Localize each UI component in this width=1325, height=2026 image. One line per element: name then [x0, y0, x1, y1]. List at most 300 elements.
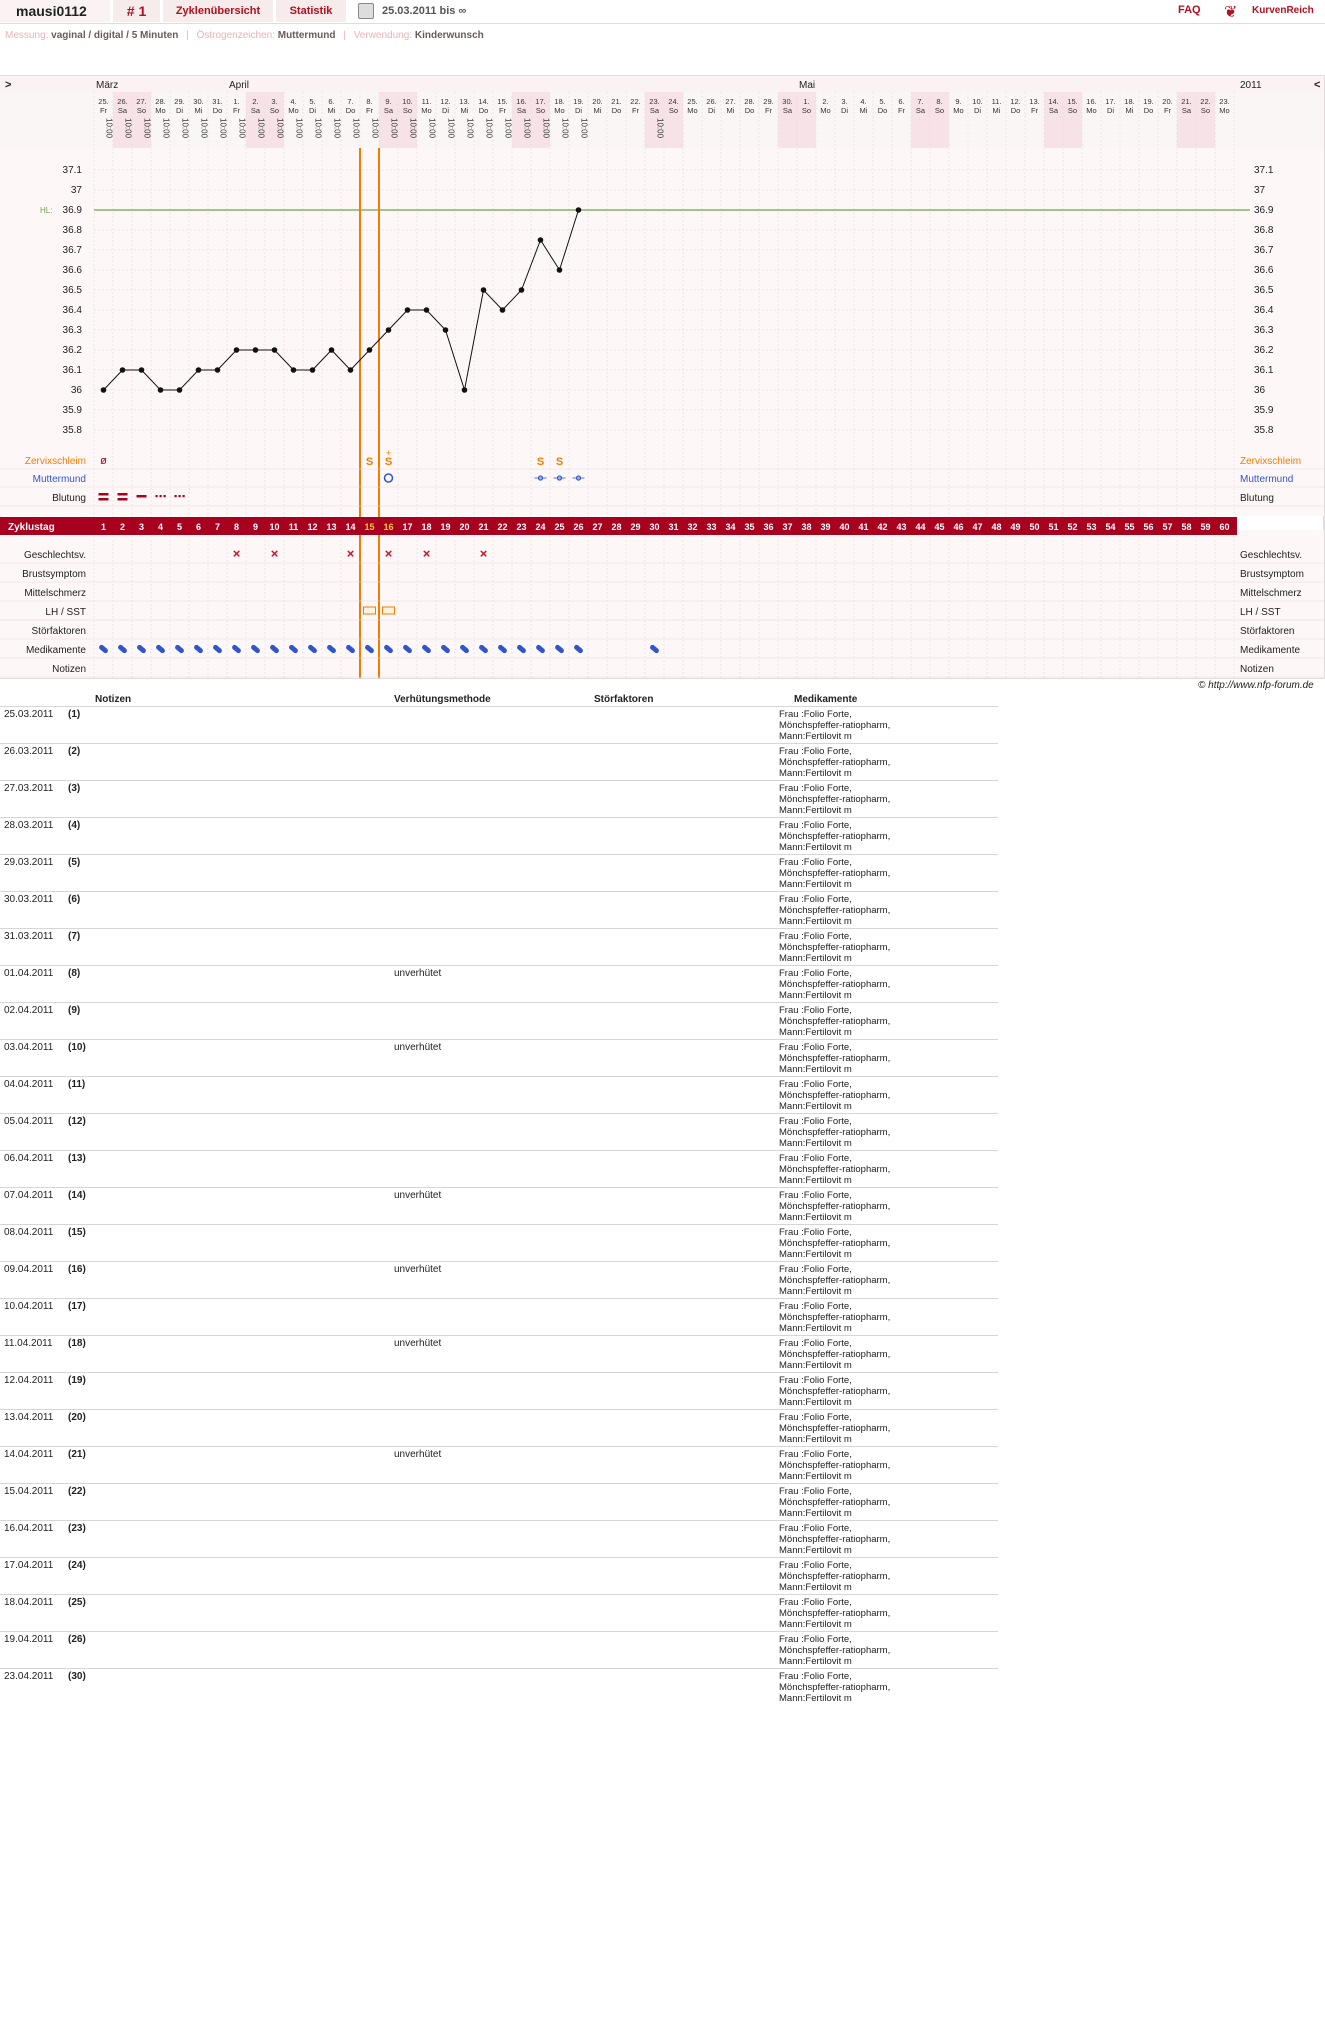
month-header-band — [0, 76, 1324, 92]
cycle-day-number: 59 — [1200, 522, 1211, 532]
note-medication-line: Mönchspfeffer-ratiopharm, — [779, 942, 891, 953]
bleeding-light-mark — [160, 495, 162, 497]
cycle-day-number: 1 — [100, 522, 107, 532]
note-medication-line: Mann:Fertilovit m — [779, 1619, 852, 1630]
table-row — [0, 1298, 998, 1335]
note-date: 30.03.2011 — [4, 894, 54, 905]
note-cycle-day: (13) — [68, 1153, 86, 1164]
date-label: 18. — [554, 97, 565, 106]
note-medication — [779, 1449, 989, 1482]
note-date: 10.04.2011 — [4, 1301, 54, 1312]
row-label-right: Blutung — [1240, 493, 1274, 504]
cycle-day-number: 2 — [119, 522, 126, 532]
note-medication-line: Mann:Fertilovit m — [779, 953, 852, 964]
table-row — [0, 1002, 998, 1039]
date-label: 10. — [972, 97, 983, 106]
weekday-label: Mi — [327, 106, 336, 115]
weekday-label: Fr — [365, 106, 374, 115]
row-label-left: Brustsymptom — [22, 569, 86, 580]
note-date: 04.04.2011 — [4, 1079, 54, 1090]
y-tick-label-right: 35.9 — [1254, 405, 1274, 416]
note-date: 25.03.2011 — [4, 709, 54, 720]
temperature-point — [101, 387, 107, 393]
note-medication-line: Frau :Folio Forte, — [779, 1560, 852, 1571]
cycle-day-number: 38 — [801, 522, 812, 532]
note-medication-line: Mönchspfeffer-ratiopharm, — [779, 1090, 891, 1101]
note-medication-line: Frau :Folio Forte, — [779, 1597, 852, 1608]
time-label: 10:00 — [313, 118, 323, 139]
note-date: 01.04.2011 — [4, 968, 54, 979]
note-cycle-day: (3) — [68, 783, 81, 794]
date-label: 19. — [573, 97, 584, 106]
date-label: 29. — [174, 97, 185, 106]
note-medication-line: Mann:Fertilovit m — [779, 1397, 852, 1408]
table-row — [0, 1520, 998, 1557]
date-label: 29. — [763, 97, 774, 106]
cycle-chart — [0, 0, 1325, 690]
note-date: 11.04.2011 — [4, 1338, 53, 1349]
note-medication — [779, 1634, 989, 1667]
note-medication-line: Mönchspfeffer-ratiopharm, — [779, 1238, 891, 1249]
temperature-point — [481, 287, 487, 293]
temperature-point — [443, 327, 449, 333]
weekday-label: Fr — [1163, 106, 1172, 115]
note-date: 08.04.2011 — [4, 1227, 54, 1238]
date-label: 27. — [725, 97, 736, 106]
table-row — [0, 1631, 998, 1668]
row-label-right: Brustsymptom — [1240, 569, 1304, 580]
cycle-day-number: 26 — [573, 522, 584, 532]
note-medication-line: Mönchspfeffer-ratiopharm, — [779, 1127, 891, 1138]
temperature-point — [177, 387, 183, 393]
row-label-left: Störfaktoren — [31, 626, 86, 637]
y-tick-label-right: 36.8 — [1254, 225, 1274, 236]
note-medication — [779, 1042, 989, 1075]
weekday-label: Mi — [1125, 106, 1134, 115]
note-date: 02.04.2011 — [4, 1005, 54, 1016]
note-date: 19.04.2011 — [4, 1634, 54, 1645]
note-method: unverhütet — [394, 968, 442, 979]
weekday-label: Sa — [1181, 106, 1192, 115]
cycle-day-number: 32 — [687, 522, 698, 532]
note-cycle-day: (20) — [68, 1412, 86, 1423]
weekday-label: Fr — [232, 106, 241, 115]
date-label: 16. — [516, 97, 527, 106]
note-medication — [779, 1264, 989, 1297]
date-label: 25. — [687, 97, 698, 106]
note-medication — [779, 1079, 989, 1112]
note-medication-line: Frau :Folio Forte, — [779, 1153, 852, 1164]
weekday-label: Do — [1143, 106, 1154, 115]
note-medication-line: Frau :Folio Forte, — [779, 1523, 852, 1534]
note-cycle-day: (23) — [68, 1523, 86, 1534]
row-label-left: LH / SST — [45, 607, 86, 618]
note-medication-line: Frau :Folio Forte, — [779, 1671, 852, 1682]
temperature-point — [272, 347, 278, 353]
date-label: 4. — [290, 97, 297, 106]
note-cycle-day: (6) — [68, 894, 81, 905]
bleeding-heavy-mark — [99, 493, 109, 496]
zervix-dry-mark: ø — [100, 455, 107, 467]
weekday-label: Di — [574, 106, 583, 115]
note-medication-line: Frau :Folio Forte, — [779, 1301, 852, 1312]
date-label: 12. — [440, 97, 451, 106]
y-tick-label-right: 37.1 — [1254, 165, 1274, 176]
temperature-point — [196, 367, 202, 373]
cycle-day-number: 4 — [157, 522, 164, 532]
table-row — [0, 743, 998, 780]
cycle-day-number: 3 — [138, 522, 145, 532]
row-label-left: Mittelschmerz — [24, 588, 86, 599]
time-label: 10:00 — [123, 118, 133, 139]
date-label: 13. — [459, 97, 470, 106]
temperature-point — [576, 207, 582, 213]
row-label-right: Notizen — [1240, 664, 1274, 675]
intercourse-mark: × — [270, 546, 279, 561]
time-label: 10:00 — [446, 118, 456, 139]
date-label: 9. — [385, 97, 392, 106]
note-medication-line: Mönchspfeffer-ratiopharm, — [779, 1016, 891, 1027]
note-method: unverhütet — [394, 1449, 442, 1460]
note-medication-line: Mönchspfeffer-ratiopharm, — [779, 794, 891, 805]
note-medication-line: Mann:Fertilovit m — [779, 842, 852, 853]
note-medication-line: Mann:Fertilovit m — [779, 1212, 852, 1223]
time-label: 10:00 — [484, 118, 494, 139]
table-row — [0, 1039, 998, 1076]
y-tick-label-left: 37.1 — [62, 165, 82, 176]
zervix-s-mark: S — [365, 456, 374, 468]
weekday-label: Do — [744, 106, 755, 115]
date-label: 31. — [212, 97, 223, 106]
y-tick-label-right: 36.3 — [1254, 325, 1274, 336]
weekday-label: Sa — [1048, 106, 1059, 115]
weekday-label: Sa — [782, 106, 793, 115]
note-date: 31.03.2011 — [4, 931, 54, 942]
note-medication-line: Mann:Fertilovit m — [779, 1101, 852, 1112]
note-medication-line: Mann:Fertilovit m — [779, 768, 852, 779]
cycle-day-number: 31 — [668, 522, 679, 532]
temperature-point — [538, 237, 544, 243]
cycle-day-number: 50 — [1029, 522, 1040, 532]
copyright-notice: © http://www.nfp-forum.de — [1198, 680, 1314, 691]
weekday-label: Sa — [649, 106, 660, 115]
note-date: 03.04.2011 — [4, 1042, 54, 1053]
date-label: 22. — [630, 97, 641, 106]
note-cycle-day: (7) — [68, 931, 81, 942]
note-medication-line: Mönchspfeffer-ratiopharm, — [779, 1497, 891, 1508]
note-medication — [779, 783, 989, 816]
date-label: 6. — [898, 97, 905, 106]
date-label: 30. — [782, 97, 793, 106]
date-label: 23. — [1219, 97, 1230, 106]
note-medication-line: Frau :Folio Forte, — [779, 709, 852, 720]
weekday-label: Sa — [383, 106, 394, 115]
table-row — [0, 1668, 998, 1705]
date-label: 16. — [1086, 97, 1097, 106]
note-medication — [779, 931, 989, 964]
cycle-day-number: 48 — [991, 522, 1002, 532]
table-row — [0, 1483, 998, 1520]
note-medication — [779, 968, 989, 1001]
table-row — [0, 780, 998, 817]
bleeding-medium-mark — [137, 495, 147, 498]
row-label-right: LH / SST — [1240, 607, 1281, 618]
weekday-label: Fr — [498, 106, 507, 115]
y-tick-label-left: 36 — [70, 385, 82, 396]
note-cycle-day: (9) — [68, 1005, 81, 1016]
year-label: 2011 — [1240, 80, 1262, 91]
note-date: 27.03.2011 — [4, 783, 54, 794]
cycle-day-number: 33 — [706, 522, 717, 532]
date-label: 8. — [366, 97, 373, 106]
note-medication-line: Frau :Folio Forte, — [779, 1042, 852, 1053]
weekday-label: Mo — [1086, 106, 1097, 115]
time-label: 10:00 — [218, 118, 228, 139]
weekday-label: So — [934, 106, 945, 115]
time-label: 10:00 — [522, 118, 532, 139]
date-label: 15. — [1067, 97, 1078, 106]
date-label: 21. — [611, 97, 622, 106]
note-medication — [779, 1375, 989, 1408]
temperature-point — [139, 367, 145, 373]
date-label: 27. — [136, 97, 147, 106]
note-medication — [779, 709, 989, 742]
time-label: 10:00 — [161, 118, 171, 139]
note-date: 18.04.2011 — [4, 1597, 54, 1608]
note-cycle-day: (22) — [68, 1486, 86, 1497]
col-notizen: Notizen — [95, 694, 132, 705]
oestrogen-value: Muttermund — [277, 30, 336, 41]
note-medication-line: Mönchspfeffer-ratiopharm, — [779, 1053, 891, 1064]
time-label: 10:00 — [655, 118, 665, 139]
cycle-day-number: 24 — [535, 522, 546, 532]
date-label: 17. — [535, 97, 546, 106]
weekday-label: Fr — [99, 106, 108, 115]
bleeding-light-mark — [183, 495, 185, 497]
time-label: 10:00 — [332, 118, 342, 139]
month-label: Mai — [799, 80, 816, 91]
weekday-label: Mo — [820, 106, 831, 115]
brand-name: KurvenReich — [1252, 5, 1314, 16]
time-label: 10:00 — [275, 118, 285, 139]
weekday-label: Mo — [155, 106, 166, 115]
note-medication — [779, 1190, 989, 1223]
note-medication-line: Frau :Folio Forte, — [779, 931, 852, 942]
date-label: 11. — [991, 97, 1002, 106]
time-label: 10:00 — [465, 118, 475, 139]
note-medication-line: Mönchspfeffer-ratiopharm, — [779, 1682, 891, 1693]
date-label: 14. — [1048, 97, 1059, 106]
note-medication-line: Frau :Folio Forte, — [779, 1005, 852, 1016]
temperature-point — [557, 267, 563, 273]
weekday-label: Mi — [992, 106, 1001, 115]
messung-label: Messung: — [5, 30, 49, 41]
weekday-label: Do — [212, 106, 223, 115]
weekday-label: Mi — [194, 106, 203, 115]
cycle-day-label: Zyklustag — [8, 522, 55, 533]
weekday-label: Mo — [953, 106, 964, 115]
temperature-point — [158, 387, 164, 393]
note-medication-line: Mönchspfeffer-ratiopharm, — [779, 831, 891, 842]
cycle-day-number: 27 — [592, 522, 603, 532]
date-label: 25. — [98, 97, 109, 106]
note-date: 06.04.2011 — [4, 1153, 54, 1164]
note-medication-line: Frau :Folio Forte, — [779, 1338, 852, 1349]
y-tick-label-left: 36.4 — [62, 305, 82, 316]
cycle-day-number: 58 — [1181, 522, 1192, 532]
note-medication — [779, 1153, 989, 1186]
note-medication-line: Frau :Folio Forte, — [779, 894, 852, 905]
table-row — [0, 1261, 998, 1298]
notes-table — [0, 706, 998, 1705]
date-label: 23. — [649, 97, 660, 106]
date-label: 8. — [936, 97, 943, 106]
note-date: 14.04.2011 — [4, 1449, 54, 1460]
cycle-number-tab[interactable]: # 1 — [113, 0, 160, 22]
table-row — [0, 1446, 998, 1483]
cycle-day-number: 40 — [839, 522, 850, 532]
cycle-day-number: 43 — [896, 522, 907, 532]
lh-test-mark — [383, 607, 395, 614]
weekday-label: Di — [308, 106, 317, 115]
temperature-point — [424, 307, 430, 313]
cycle-day-number: 20 — [459, 522, 470, 532]
note-date: 12.04.2011 — [4, 1375, 54, 1386]
temperature-point — [234, 347, 240, 353]
statistics-tab[interactable]: Statistik — [276, 0, 346, 22]
y-tick-label-left: 36.8 — [62, 225, 82, 236]
table-row — [0, 1372, 998, 1409]
note-cycle-day: (12) — [68, 1116, 86, 1127]
date-label: 30. — [193, 97, 204, 106]
note-medication — [779, 1116, 989, 1149]
note-medication-line: Mönchspfeffer-ratiopharm, — [779, 979, 891, 990]
bleeding-heavy-mark — [118, 498, 128, 501]
row-label-right: Mittelschmerz — [1240, 588, 1302, 599]
table-row — [0, 965, 998, 1002]
cycle-day-number: 44 — [915, 522, 926, 532]
oestrogen-label: Östrogenzeichen: — [196, 30, 275, 41]
note-medication — [779, 857, 989, 890]
faq-link[interactable]: FAQ — [1178, 4, 1201, 16]
note-medication-line: Mann:Fertilovit m — [779, 916, 852, 927]
note-cycle-day: (10) — [68, 1042, 86, 1053]
temperature-point — [329, 347, 335, 353]
y-tick-label-left: 36.6 — [62, 265, 82, 276]
note-medication-line: Frau :Folio Forte, — [779, 857, 852, 868]
y-tick-label-right: 36.5 — [1254, 285, 1274, 296]
note-cycle-day: (17) — [68, 1301, 86, 1312]
note-medication-line: Frau :Folio Forte, — [779, 746, 852, 757]
note-medication-line: Frau :Folio Forte, — [779, 968, 852, 979]
y-tick-label-right: 35.8 — [1254, 425, 1274, 436]
table-row — [0, 817, 998, 854]
cycle-day-number: 16 — [383, 522, 394, 532]
cycle-day-number: 10 — [269, 522, 280, 532]
note-method: unverhütet — [394, 1190, 442, 1201]
table-row — [0, 1224, 998, 1261]
note-medication-line: Mönchspfeffer-ratiopharm, — [779, 868, 891, 879]
weekday-label: Mo — [288, 106, 299, 115]
previous-cycle-arrow[interactable]: > — [5, 79, 12, 91]
y-tick-label-left: 36.3 — [62, 325, 82, 336]
brand-logo-icon: ❦ — [1224, 4, 1238, 21]
note-medication-line: Mönchspfeffer-ratiopharm, — [779, 1460, 891, 1471]
row-label-right: Muttermund — [1240, 474, 1294, 485]
y-tick-label-left: 36.1 — [62, 365, 82, 376]
plot-background — [0, 148, 1324, 516]
cycle-overview-tab[interactable]: Zyklenübersicht — [163, 0, 273, 22]
weekday-label: Di — [707, 106, 716, 115]
table-row — [0, 1594, 998, 1631]
note-method: unverhütet — [394, 1338, 442, 1349]
table-row — [0, 854, 998, 891]
note-cycle-day: (18) — [68, 1338, 86, 1349]
time-label: 10:00 — [408, 118, 418, 139]
date-label: 6. — [328, 97, 335, 106]
table-row — [0, 1557, 998, 1594]
cycle-day-number: 57 — [1162, 522, 1173, 532]
date-label: 3. — [271, 97, 278, 106]
note-medication-line: Frau :Folio Forte, — [779, 1079, 852, 1090]
bottom-rows-background — [0, 530, 1324, 678]
note-medication — [779, 1597, 989, 1630]
note-cycle-day: (26) — [68, 1634, 86, 1645]
cycle-day-number: 51 — [1048, 522, 1059, 532]
date-label: 28. — [155, 97, 166, 106]
next-cycle-arrow[interactable]: < — [1314, 79, 1321, 91]
cycle-day-number: 29 — [630, 522, 641, 532]
weekday-label: Fr — [1030, 106, 1039, 115]
note-cycle-day: (11) — [68, 1079, 86, 1090]
time-label: 10:00 — [256, 118, 266, 139]
note-medication-line: Frau :Folio Forte, — [779, 1412, 852, 1423]
weekday-label: Di — [1106, 106, 1115, 115]
cycle-day-number: 36 — [763, 522, 774, 532]
bleeding-light-mark — [175, 495, 177, 497]
bleeding-light-mark — [164, 495, 166, 497]
table-row — [0, 1335, 998, 1372]
temperature-point — [310, 367, 316, 373]
temperature-point — [120, 367, 126, 373]
note-medication-line: Mann:Fertilovit m — [779, 1249, 852, 1260]
temperature-point — [462, 387, 468, 393]
cycle-day-number: 60 — [1219, 522, 1230, 532]
weekday-label: So — [402, 106, 413, 115]
weekday-label: Di — [973, 106, 982, 115]
lh-test-mark — [364, 607, 376, 614]
note-medication-line: Mönchspfeffer-ratiopharm, — [779, 720, 891, 731]
note-date: 28.03.2011 — [4, 820, 54, 831]
note-medication — [779, 1005, 989, 1038]
date-label: 11. — [421, 97, 432, 106]
separator: | — [343, 30, 346, 41]
weekday-label: Sa — [516, 106, 527, 115]
note-cycle-day: (21) — [68, 1449, 86, 1460]
weekday-label: Di — [441, 106, 450, 115]
y-tick-label-right: 36.7 — [1254, 245, 1274, 256]
temperature-point — [405, 307, 411, 313]
note-medication — [779, 1486, 989, 1519]
note-cycle-day: (14) — [68, 1190, 86, 1201]
row-label-right: Störfaktoren — [1240, 626, 1295, 637]
zervix-s-mark: S — [536, 456, 545, 468]
cycle-day-number: 39 — [820, 522, 831, 532]
row-label-right: Geschlechtsv. — [1240, 550, 1303, 561]
y-tick-label-right: 36.2 — [1254, 345, 1274, 356]
date-label: 2. — [822, 97, 829, 106]
weekday-label: Di — [840, 106, 849, 115]
